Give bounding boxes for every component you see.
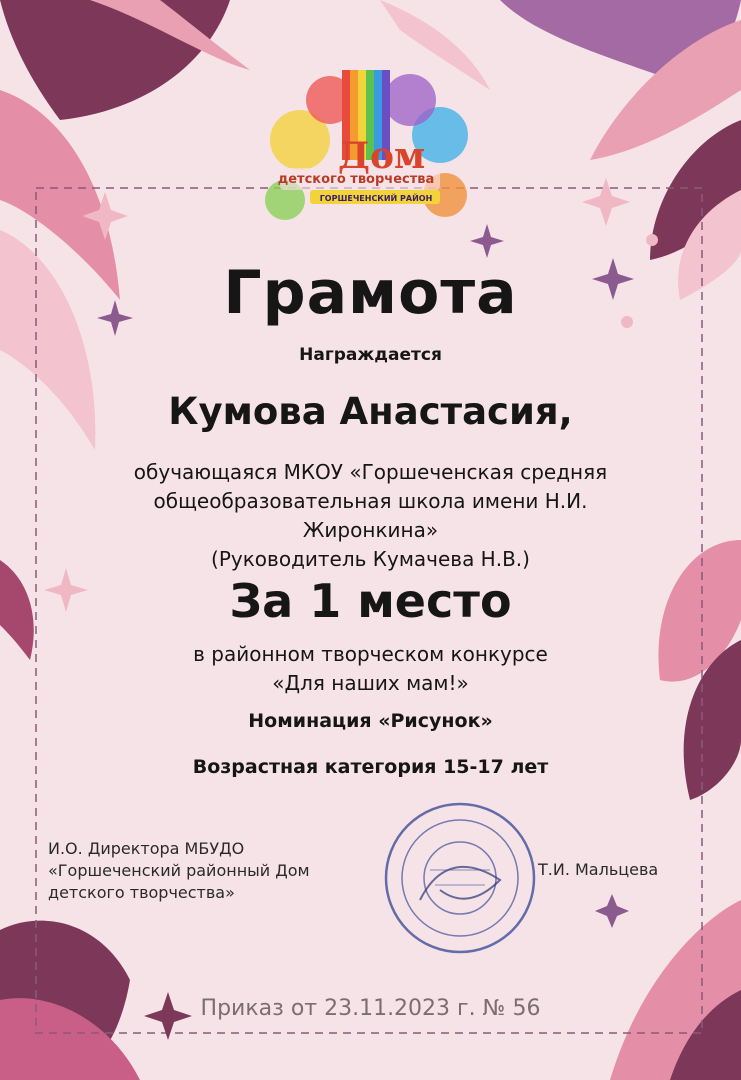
recipient-description [0,458,741,574]
logo-district: ГОРШЕЧЕНСКИЙ РАЙОН [319,194,433,203]
sparkle-icon [582,178,630,226]
petal-top-left-dark [0,0,230,120]
certificate-title: Грамота [223,258,518,328]
dot-decor [646,234,658,246]
contest-description [0,640,741,698]
logo-word: Дом [338,135,426,177]
order-reference: Приказ от 23.11.2023 г. № 56 [200,996,541,1021]
director-line: детского творчества» [48,883,235,902]
description-line: Жиронкина» [302,518,439,542]
recipient-name: Кумова Анастасия, [168,390,573,433]
nomination: Номинация «Рисунок» [248,710,493,732]
director-title [48,838,388,904]
contest-line: в районном творческом конкурсе [193,642,548,666]
description-line: (Руководитель Кумачева Н.В.) [211,547,530,571]
logo-subtitle: детского творчества [277,172,435,187]
director-line: «Горшеченский районный Дом [48,861,310,880]
description-line: общеобразовательная школа имени Н.И. [153,489,588,513]
director-line: И.О. Директора МБУДО [48,839,245,858]
place-award: За 1 место [229,574,512,628]
sparkle-icon [470,224,504,258]
description-line: обучающаяся МКОУ «Горшеченская средняя [133,460,608,484]
official-stamp [386,804,534,952]
signatory-name: Т.И. Мальцева [538,860,659,879]
sparkle-icon [595,894,629,928]
petal-top-center-light [380,0,490,90]
age-category: Возрастная категория 15-17 лет [192,756,549,778]
awarded-label: Награждается [299,345,442,365]
contest-line: «Для наших мам!» [272,671,469,695]
